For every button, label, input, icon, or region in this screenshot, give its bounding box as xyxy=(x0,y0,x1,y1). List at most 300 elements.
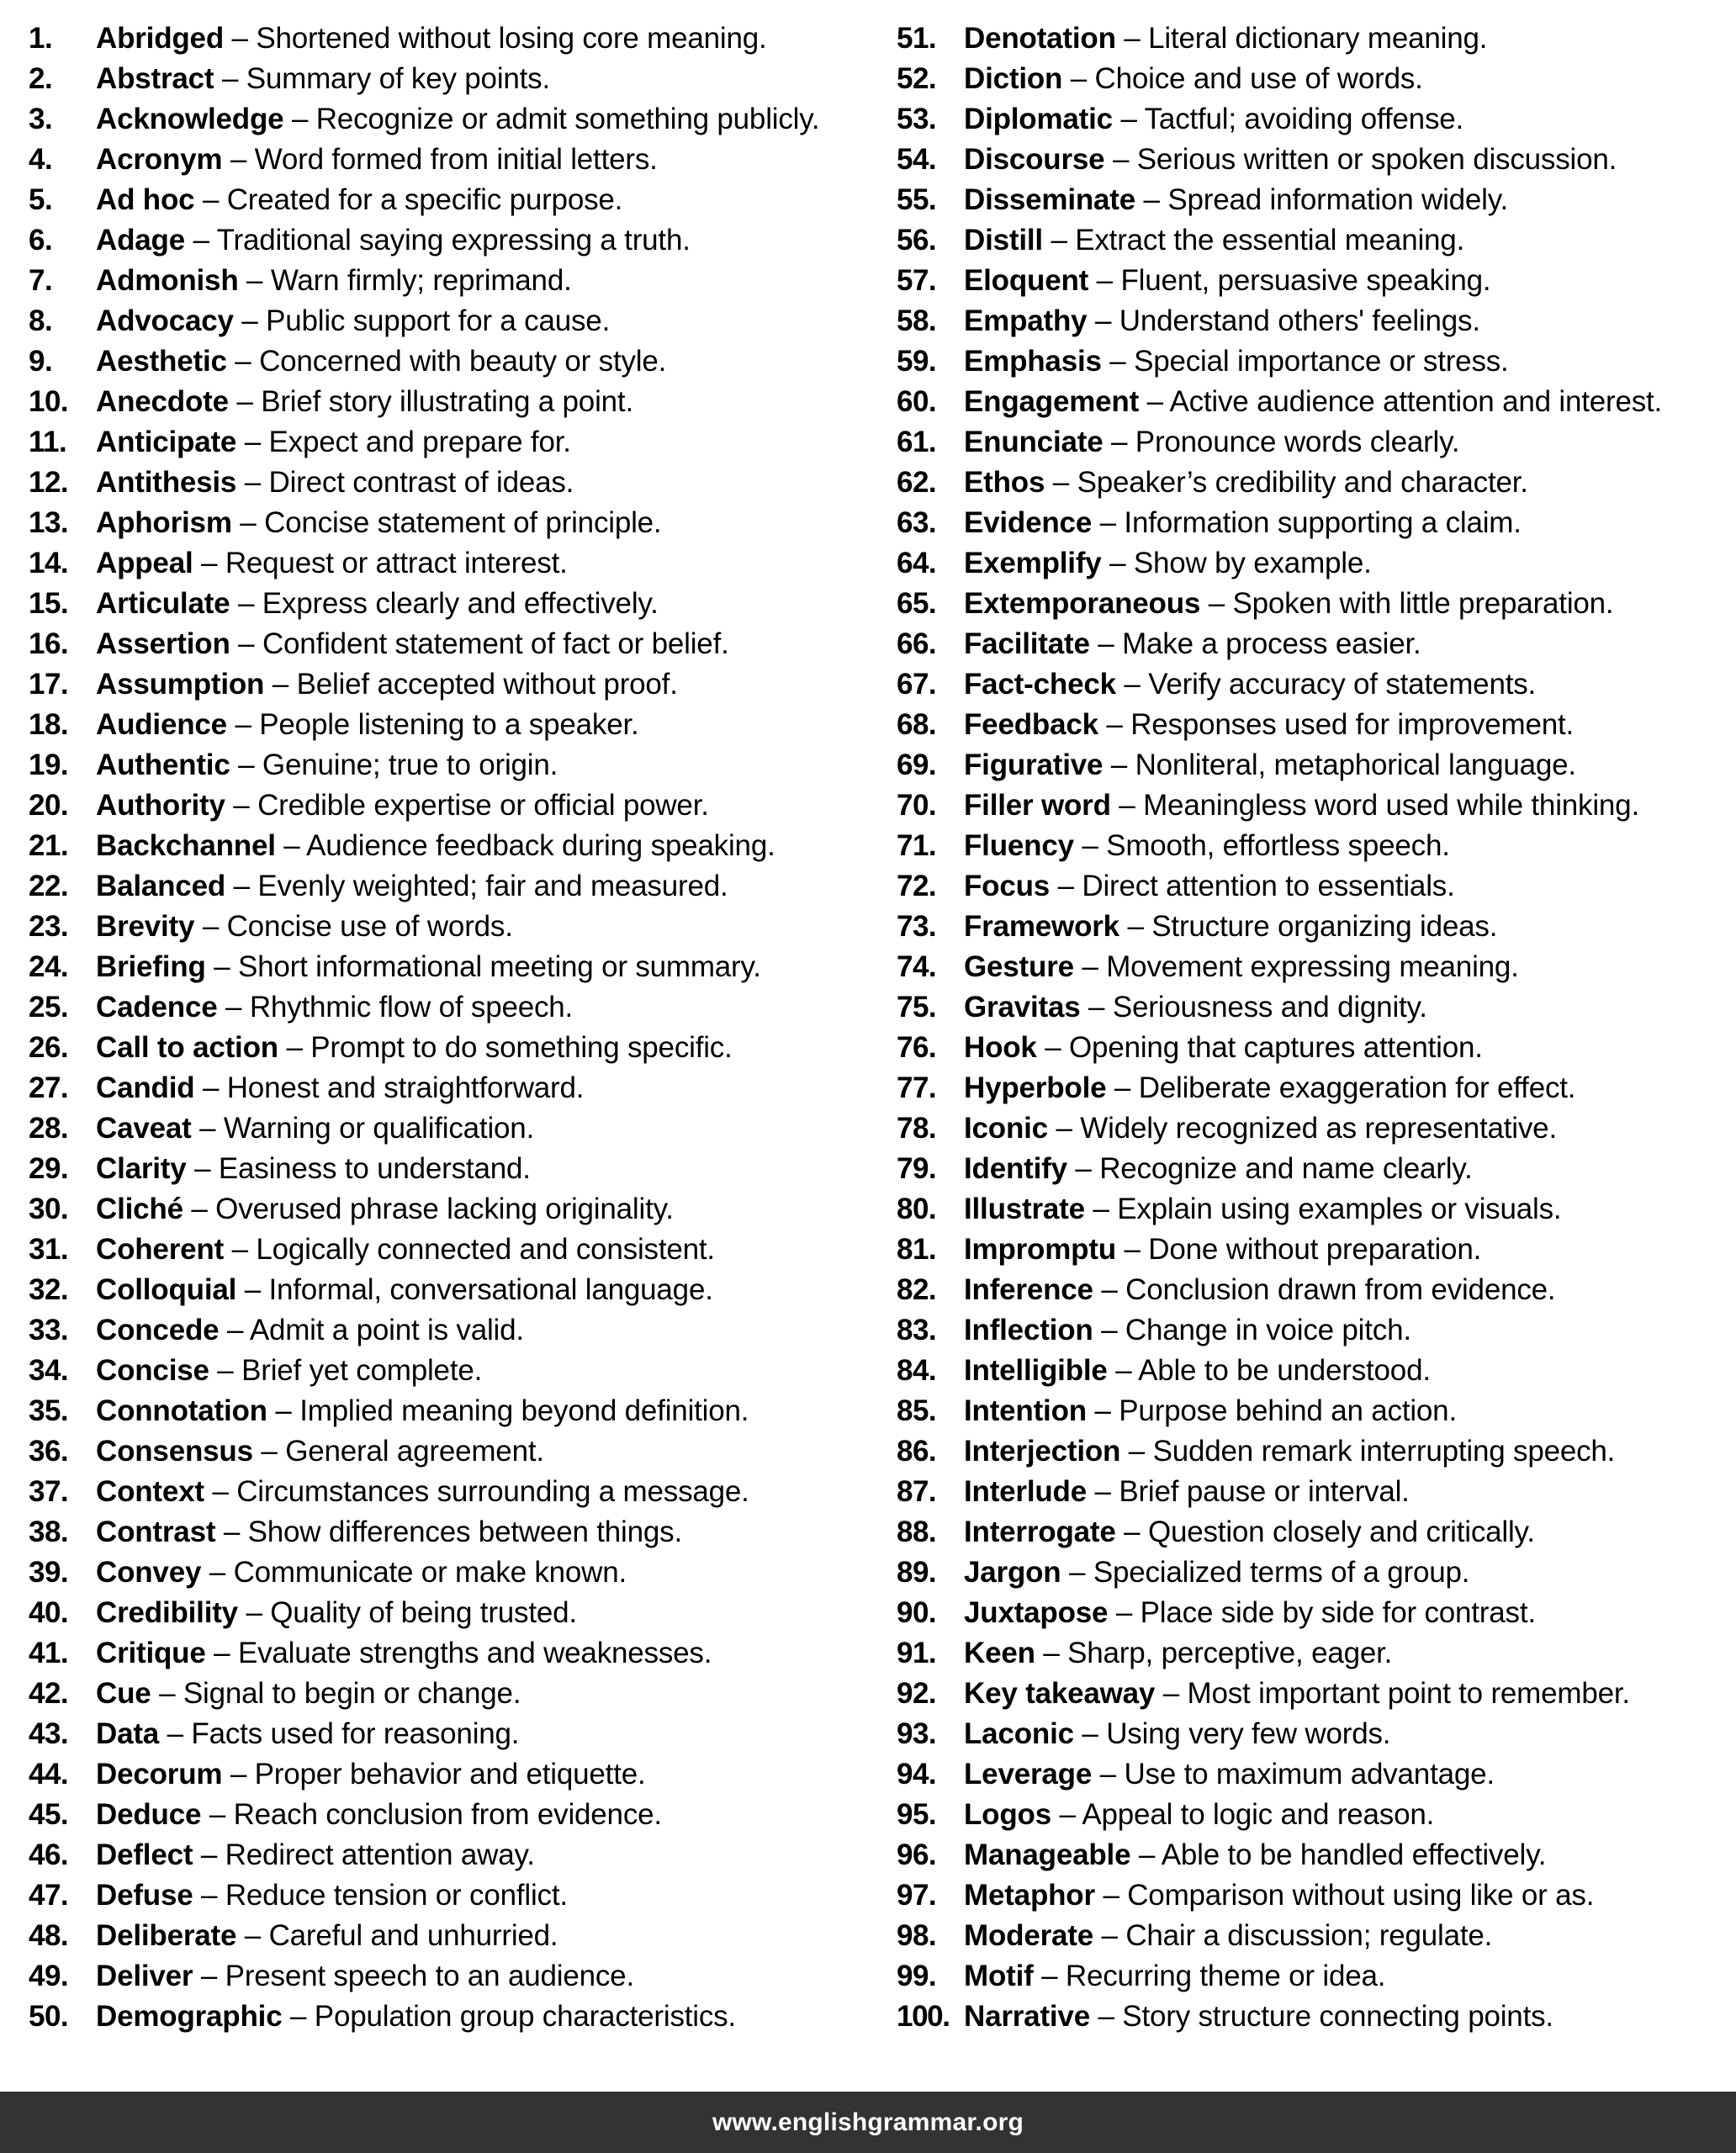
term-dash: – xyxy=(1098,2000,1114,2033)
list-item xyxy=(29,59,868,99)
item-body xyxy=(964,1028,1736,1068)
term-word: Discourse xyxy=(964,143,1105,176)
term-dash: – xyxy=(275,1394,292,1427)
term-word: Filler word xyxy=(964,789,1111,822)
term-dash: – xyxy=(212,1475,229,1508)
item-number: 19. xyxy=(29,749,69,781)
item-number: 58. xyxy=(897,304,937,337)
left-column xyxy=(0,19,868,2092)
item-number: 60. xyxy=(897,385,937,418)
term-word: Credibility xyxy=(96,1596,238,1629)
item-body xyxy=(964,19,1736,59)
item-body xyxy=(964,1633,1736,1674)
term-definition: Reduce tension or conflict. xyxy=(225,1879,568,1912)
list-item xyxy=(29,1149,868,1189)
term-definition: Special importance or stress. xyxy=(1134,345,1509,378)
term-word: Engagement xyxy=(964,385,1140,418)
term-word: Context xyxy=(96,1475,204,1508)
term-dash: – xyxy=(1110,749,1128,781)
list-item xyxy=(897,382,1736,422)
item-number: 16. xyxy=(29,627,69,660)
term-definition: Informal, conversational language. xyxy=(268,1273,713,1306)
term-dash: – xyxy=(244,426,261,458)
list-item xyxy=(897,1189,1736,1230)
item-body xyxy=(964,301,1736,341)
term-dash: – xyxy=(1101,1273,1118,1306)
item-number: 20. xyxy=(29,789,69,822)
term-definition: Specialized terms of a group. xyxy=(1093,1556,1470,1589)
item-number: 31. xyxy=(29,1233,69,1266)
item-body xyxy=(964,1310,1736,1351)
item-body xyxy=(964,180,1736,220)
item-number: 46. xyxy=(29,1838,69,1871)
list-item xyxy=(29,1674,868,1714)
item-body xyxy=(964,1270,1736,1310)
term-definition: Overused phrase lacking originality. xyxy=(215,1193,674,1225)
item-body xyxy=(96,1230,868,1270)
term-dash: – xyxy=(231,22,248,55)
term-dash: – xyxy=(199,1112,216,1145)
term-dash: – xyxy=(1143,183,1160,216)
item-number: 100. xyxy=(897,2000,950,2033)
term-word: Narrative xyxy=(964,2000,1090,2033)
term-dash: – xyxy=(1094,1394,1111,1427)
term-definition: Understand others' feelings. xyxy=(1119,304,1480,337)
list-item xyxy=(29,463,868,503)
item-body xyxy=(96,1351,868,1391)
item-body xyxy=(96,463,868,503)
term-word: Impromptu xyxy=(964,1233,1116,1266)
term-word: Enunciate xyxy=(964,426,1104,458)
list-item xyxy=(29,1916,868,1956)
item-number: 21. xyxy=(29,829,69,862)
term-dash: – xyxy=(233,789,250,822)
list-item xyxy=(29,664,868,705)
item-number: 7. xyxy=(29,264,53,297)
list-item xyxy=(897,261,1736,301)
term-dash: – xyxy=(1101,1314,1118,1346)
item-number: 15. xyxy=(29,587,69,620)
item-body xyxy=(96,220,868,261)
term-definition: Quality of being trusted. xyxy=(270,1596,577,1629)
item-number: 4. xyxy=(29,143,53,176)
list-item xyxy=(897,422,1736,463)
term-definition: Nonliteral, metaphorical language. xyxy=(1135,749,1576,781)
item-number: 18. xyxy=(29,708,69,741)
term-dash: – xyxy=(283,829,300,862)
item-number: 93. xyxy=(897,1717,937,1750)
term-definition: Serious written or spoken discussion. xyxy=(1136,143,1617,176)
item-body xyxy=(96,180,868,220)
list-item xyxy=(29,1028,868,1068)
term-word: Interlude xyxy=(964,1475,1087,1508)
list-item xyxy=(29,1310,868,1351)
term-definition: Prompt to do something specific. xyxy=(310,1031,733,1064)
term-word: Evidence xyxy=(964,506,1093,539)
term-word: Colloquial xyxy=(96,1273,237,1306)
item-number: 99. xyxy=(897,1960,937,1992)
term-word: Concede xyxy=(96,1314,220,1346)
term-dash: – xyxy=(1112,143,1130,176)
term-dash: – xyxy=(231,1233,248,1266)
term-word: Diction xyxy=(964,62,1063,95)
term-word: Cadence xyxy=(96,991,218,1024)
term-definition: Traditional saying expressing a truth. xyxy=(216,224,691,257)
list-item xyxy=(29,745,868,786)
item-body xyxy=(964,382,1736,422)
term-word: Leverage xyxy=(964,1758,1093,1791)
item-body xyxy=(964,1472,1736,1512)
term-word: Gesture xyxy=(964,950,1074,983)
list-item xyxy=(897,1754,1736,1795)
item-number: 70. xyxy=(897,789,937,822)
term-definition: Circumstances surrounding a message. xyxy=(236,1475,749,1508)
term-definition: Recognize and name clearly. xyxy=(1099,1152,1473,1185)
item-body xyxy=(964,664,1736,705)
right-column xyxy=(868,19,1736,2092)
term-definition: Concerned with beauty or style. xyxy=(259,345,667,378)
term-definition: Audience feedback during speaking. xyxy=(306,829,775,862)
list-item xyxy=(29,1230,868,1270)
term-word: Ad hoc xyxy=(96,183,195,216)
term-dash: – xyxy=(202,910,220,943)
item-number: 86. xyxy=(897,1435,937,1468)
term-dash: – xyxy=(244,466,261,499)
item-number: 34. xyxy=(29,1354,69,1387)
term-definition: General agreement. xyxy=(285,1435,544,1468)
item-body xyxy=(964,261,1736,301)
item-number: 57. xyxy=(897,264,937,297)
item-number: 68. xyxy=(897,708,937,741)
item-number: 89. xyxy=(897,1556,937,1589)
term-definition: Movement expressing meaning. xyxy=(1106,950,1519,983)
item-body xyxy=(96,1270,868,1310)
term-definition: Short informational meeting or summary. xyxy=(237,950,761,983)
item-number: 98. xyxy=(897,1919,937,1952)
term-word: Anticipate xyxy=(96,426,237,458)
list-item xyxy=(897,907,1736,947)
item-body xyxy=(964,745,1736,786)
item-number: 32. xyxy=(29,1273,69,1306)
item-number: 67. xyxy=(897,668,937,701)
term-definition: Concise statement of principle. xyxy=(264,506,662,539)
term-dash: – xyxy=(240,506,257,539)
term-word: Balanced xyxy=(96,870,226,902)
item-body xyxy=(96,1633,868,1674)
term-definition: Most important point to remember. xyxy=(1187,1677,1630,1710)
term-word: Acknowledge xyxy=(96,103,284,135)
term-word: Antithesis xyxy=(96,466,237,499)
item-body xyxy=(96,745,868,786)
list-item xyxy=(29,705,868,745)
term-definition: Brief yet complete. xyxy=(241,1354,483,1387)
term-word: Moderate xyxy=(964,1919,1093,1952)
item-body xyxy=(964,624,1736,664)
term-dash: – xyxy=(237,587,255,620)
list-item xyxy=(897,1230,1736,1270)
item-body xyxy=(96,1108,868,1149)
list-item xyxy=(29,341,868,382)
list-item xyxy=(897,624,1736,664)
item-body xyxy=(96,786,868,826)
term-definition: Careful and unhurried. xyxy=(268,1919,558,1952)
term-word: Consensus xyxy=(96,1435,253,1468)
term-definition: Show differences between things. xyxy=(247,1516,682,1548)
term-word: Articulate xyxy=(96,587,230,620)
term-definition: Responses used for improvement. xyxy=(1130,708,1575,741)
term-word: Caveat xyxy=(96,1112,192,1145)
term-dash: – xyxy=(191,1193,208,1225)
list-item xyxy=(897,1553,1736,1593)
term-word: Data xyxy=(96,1717,160,1750)
item-number: 14. xyxy=(29,547,69,579)
list-item xyxy=(29,987,868,1028)
term-word: Jargon xyxy=(964,1556,1061,1589)
term-word: Keen xyxy=(964,1637,1035,1669)
item-body xyxy=(96,1875,868,1916)
term-word: Cue xyxy=(96,1677,151,1710)
term-definition: Structure organizing ideas. xyxy=(1151,910,1498,943)
term-definition: Warning or qualification. xyxy=(223,1112,535,1145)
term-word: Denotation xyxy=(964,22,1116,55)
item-body xyxy=(96,341,868,382)
item-body xyxy=(96,1068,868,1108)
item-body xyxy=(964,543,1736,584)
item-number: 24. xyxy=(29,950,69,983)
site-url: www.englishgrammar.org xyxy=(712,2108,1024,2136)
list-item xyxy=(897,1472,1736,1512)
term-definition: Make a process easier. xyxy=(1122,627,1421,660)
term-dash: – xyxy=(1043,1637,1060,1669)
term-definition: Communicate or make known. xyxy=(233,1556,627,1589)
term-definition: Evenly weighted; fair and measured. xyxy=(257,870,728,902)
list-item xyxy=(29,382,868,422)
term-word: Assertion xyxy=(96,627,230,660)
term-dash: – xyxy=(291,103,309,135)
list-item xyxy=(29,866,868,907)
item-body xyxy=(964,907,1736,947)
list-item xyxy=(897,664,1736,705)
item-number: 5. xyxy=(29,183,53,216)
term-word: Key takeaway xyxy=(964,1677,1156,1710)
term-definition: People listening to a speaker. xyxy=(259,708,639,741)
term-word: Inference xyxy=(964,1273,1093,1306)
item-body xyxy=(96,624,868,664)
term-word: Focus xyxy=(964,870,1051,902)
item-body xyxy=(964,1875,1736,1916)
term-word: Laconic xyxy=(964,1717,1074,1750)
term-dash: – xyxy=(1098,627,1114,660)
term-word: Interrogate xyxy=(964,1516,1116,1548)
item-body xyxy=(96,826,868,866)
term-definition: Show by example. xyxy=(1133,547,1372,579)
term-dash: – xyxy=(1119,789,1135,822)
list-item xyxy=(29,1391,868,1431)
term-dash: – xyxy=(1041,1960,1058,1992)
term-word: Appeal xyxy=(96,547,193,579)
item-number: 96. xyxy=(897,1838,937,1871)
list-item xyxy=(897,463,1736,503)
item-body xyxy=(96,1674,868,1714)
list-item xyxy=(897,1875,1736,1916)
list-item xyxy=(897,584,1736,624)
list-item xyxy=(897,1916,1736,1956)
item-number: 94. xyxy=(897,1758,937,1791)
term-word: Assumption xyxy=(96,668,265,701)
term-definition: Recurring theme or idea. xyxy=(1065,1960,1386,1992)
item-number: 65. xyxy=(897,587,937,620)
item-body xyxy=(964,1351,1736,1391)
term-dash: – xyxy=(235,708,251,741)
term-definition: Signal to begin or change. xyxy=(183,1677,521,1710)
term-definition: Verify accuracy of statements. xyxy=(1148,668,1537,701)
item-number: 97. xyxy=(897,1879,937,1912)
item-body xyxy=(96,1956,868,1997)
item-number: 91. xyxy=(897,1637,937,1669)
item-number: 12. xyxy=(29,466,69,499)
term-word: Ethos xyxy=(964,466,1045,499)
term-dash: – xyxy=(1103,1879,1119,1912)
item-body xyxy=(96,503,868,543)
item-body xyxy=(964,947,1736,987)
list-item xyxy=(29,1795,868,1835)
list-item xyxy=(897,705,1736,745)
item-number: 25. xyxy=(29,991,69,1024)
item-number: 11. xyxy=(29,426,67,458)
term-definition: Rhythmic flow of speech. xyxy=(249,991,574,1024)
item-number: 51. xyxy=(897,22,937,55)
term-definition: Extract the essential meaning. xyxy=(1075,224,1465,257)
term-word: Abridged xyxy=(96,22,225,55)
term-dash: – xyxy=(201,547,218,579)
item-body xyxy=(96,1754,868,1795)
term-word: Admonish xyxy=(96,264,239,297)
term-dash: – xyxy=(1109,345,1126,378)
term-dash: – xyxy=(1124,22,1141,55)
term-word: Inflection xyxy=(964,1314,1093,1346)
term-dash: – xyxy=(1069,1556,1086,1589)
term-word: Cliché xyxy=(96,1193,183,1225)
item-body xyxy=(96,99,868,140)
term-dash: – xyxy=(246,264,263,297)
item-number: 47. xyxy=(29,1879,69,1912)
item-number: 23. xyxy=(29,910,69,943)
term-word: Defuse xyxy=(96,1879,193,1912)
term-word: Emphasis xyxy=(964,345,1102,378)
item-body xyxy=(964,1189,1736,1230)
term-dash: – xyxy=(1106,708,1123,741)
term-word: Figurative xyxy=(964,749,1104,781)
term-dash: – xyxy=(1124,1233,1141,1266)
item-body xyxy=(964,1431,1736,1472)
term-dash: – xyxy=(1094,304,1112,337)
item-body xyxy=(964,1754,1736,1795)
term-definition: Comparison without using like or as. xyxy=(1127,1879,1595,1912)
term-dash: – xyxy=(230,1758,247,1791)
term-word: Audience xyxy=(96,708,227,741)
item-number: 82. xyxy=(897,1273,937,1306)
term-dash: – xyxy=(290,2000,307,2033)
item-body xyxy=(964,584,1736,624)
item-number: 38. xyxy=(29,1516,69,1548)
term-definition: Choice and use of words. xyxy=(1094,62,1423,95)
term-word: Deliberate xyxy=(96,1919,237,1952)
term-definition: Shortened without losing core meaning. xyxy=(256,22,767,55)
item-number: 73. xyxy=(897,910,937,943)
list-item xyxy=(29,1189,868,1230)
item-number: 59. xyxy=(897,345,937,378)
term-word: Abstract xyxy=(96,62,214,95)
term-word: Aphorism xyxy=(96,506,232,539)
term-list-left xyxy=(29,19,868,2037)
list-item xyxy=(29,19,868,59)
term-definition: Created for a specific purpose. xyxy=(226,183,623,216)
term-dash: – xyxy=(230,143,247,176)
term-word: Convey xyxy=(96,1556,202,1589)
term-definition: Request or attract interest. xyxy=(225,547,568,579)
item-body xyxy=(964,1835,1736,1875)
term-dash: – xyxy=(1075,1152,1092,1185)
term-dash: – xyxy=(1045,1031,1061,1064)
item-number: 61. xyxy=(897,426,937,458)
list-item xyxy=(897,826,1736,866)
term-definition: Tactful; avoiding offense. xyxy=(1144,103,1464,135)
item-number: 43. xyxy=(29,1717,69,1750)
term-dash: – xyxy=(1124,668,1141,701)
term-dash: – xyxy=(214,950,230,983)
item-body xyxy=(964,1795,1736,1835)
term-word: Concise xyxy=(96,1354,209,1387)
term-dash: – xyxy=(1088,991,1105,1024)
term-word: Eloquent xyxy=(964,264,1089,297)
term-definition: Question closely and critically. xyxy=(1147,1516,1535,1548)
item-body xyxy=(96,301,868,341)
item-number: 69. xyxy=(897,749,937,781)
term-definition: Population group characteristics. xyxy=(314,2000,736,2033)
term-word: Illustrate xyxy=(964,1193,1085,1225)
item-number: 88. xyxy=(897,1516,937,1548)
item-number: 50. xyxy=(29,2000,69,2033)
term-dash: – xyxy=(223,1516,241,1548)
term-definition: Purpose behind an action. xyxy=(1119,1394,1457,1427)
item-number: 28. xyxy=(29,1112,69,1145)
list-item xyxy=(29,180,868,220)
term-definition: Evaluate strengths and weaknesses. xyxy=(237,1637,712,1669)
term-dash: – xyxy=(286,1031,303,1064)
term-dash: – xyxy=(1114,1071,1131,1104)
item-body xyxy=(96,1593,868,1633)
term-word: Feedback xyxy=(964,708,1098,741)
list-item xyxy=(29,1068,868,1108)
term-definition: Literal dictionary meaning. xyxy=(1148,22,1488,55)
term-dash: – xyxy=(159,1677,176,1710)
item-body xyxy=(964,786,1736,826)
term-word: Interjection xyxy=(964,1435,1121,1468)
term-dash: – xyxy=(1051,224,1067,257)
list-item xyxy=(29,584,868,624)
term-word: Clarity xyxy=(96,1152,187,1185)
item-body xyxy=(96,422,868,463)
term-word: Intelligible xyxy=(964,1354,1108,1387)
item-body xyxy=(96,947,868,987)
term-list-right xyxy=(897,19,1736,2037)
term-dash: – xyxy=(1101,1919,1118,1952)
term-dash: – xyxy=(235,345,251,378)
item-number: 37. xyxy=(29,1475,69,1508)
list-item xyxy=(29,907,868,947)
term-dash: – xyxy=(244,1273,261,1306)
term-dash: – xyxy=(202,1071,220,1104)
